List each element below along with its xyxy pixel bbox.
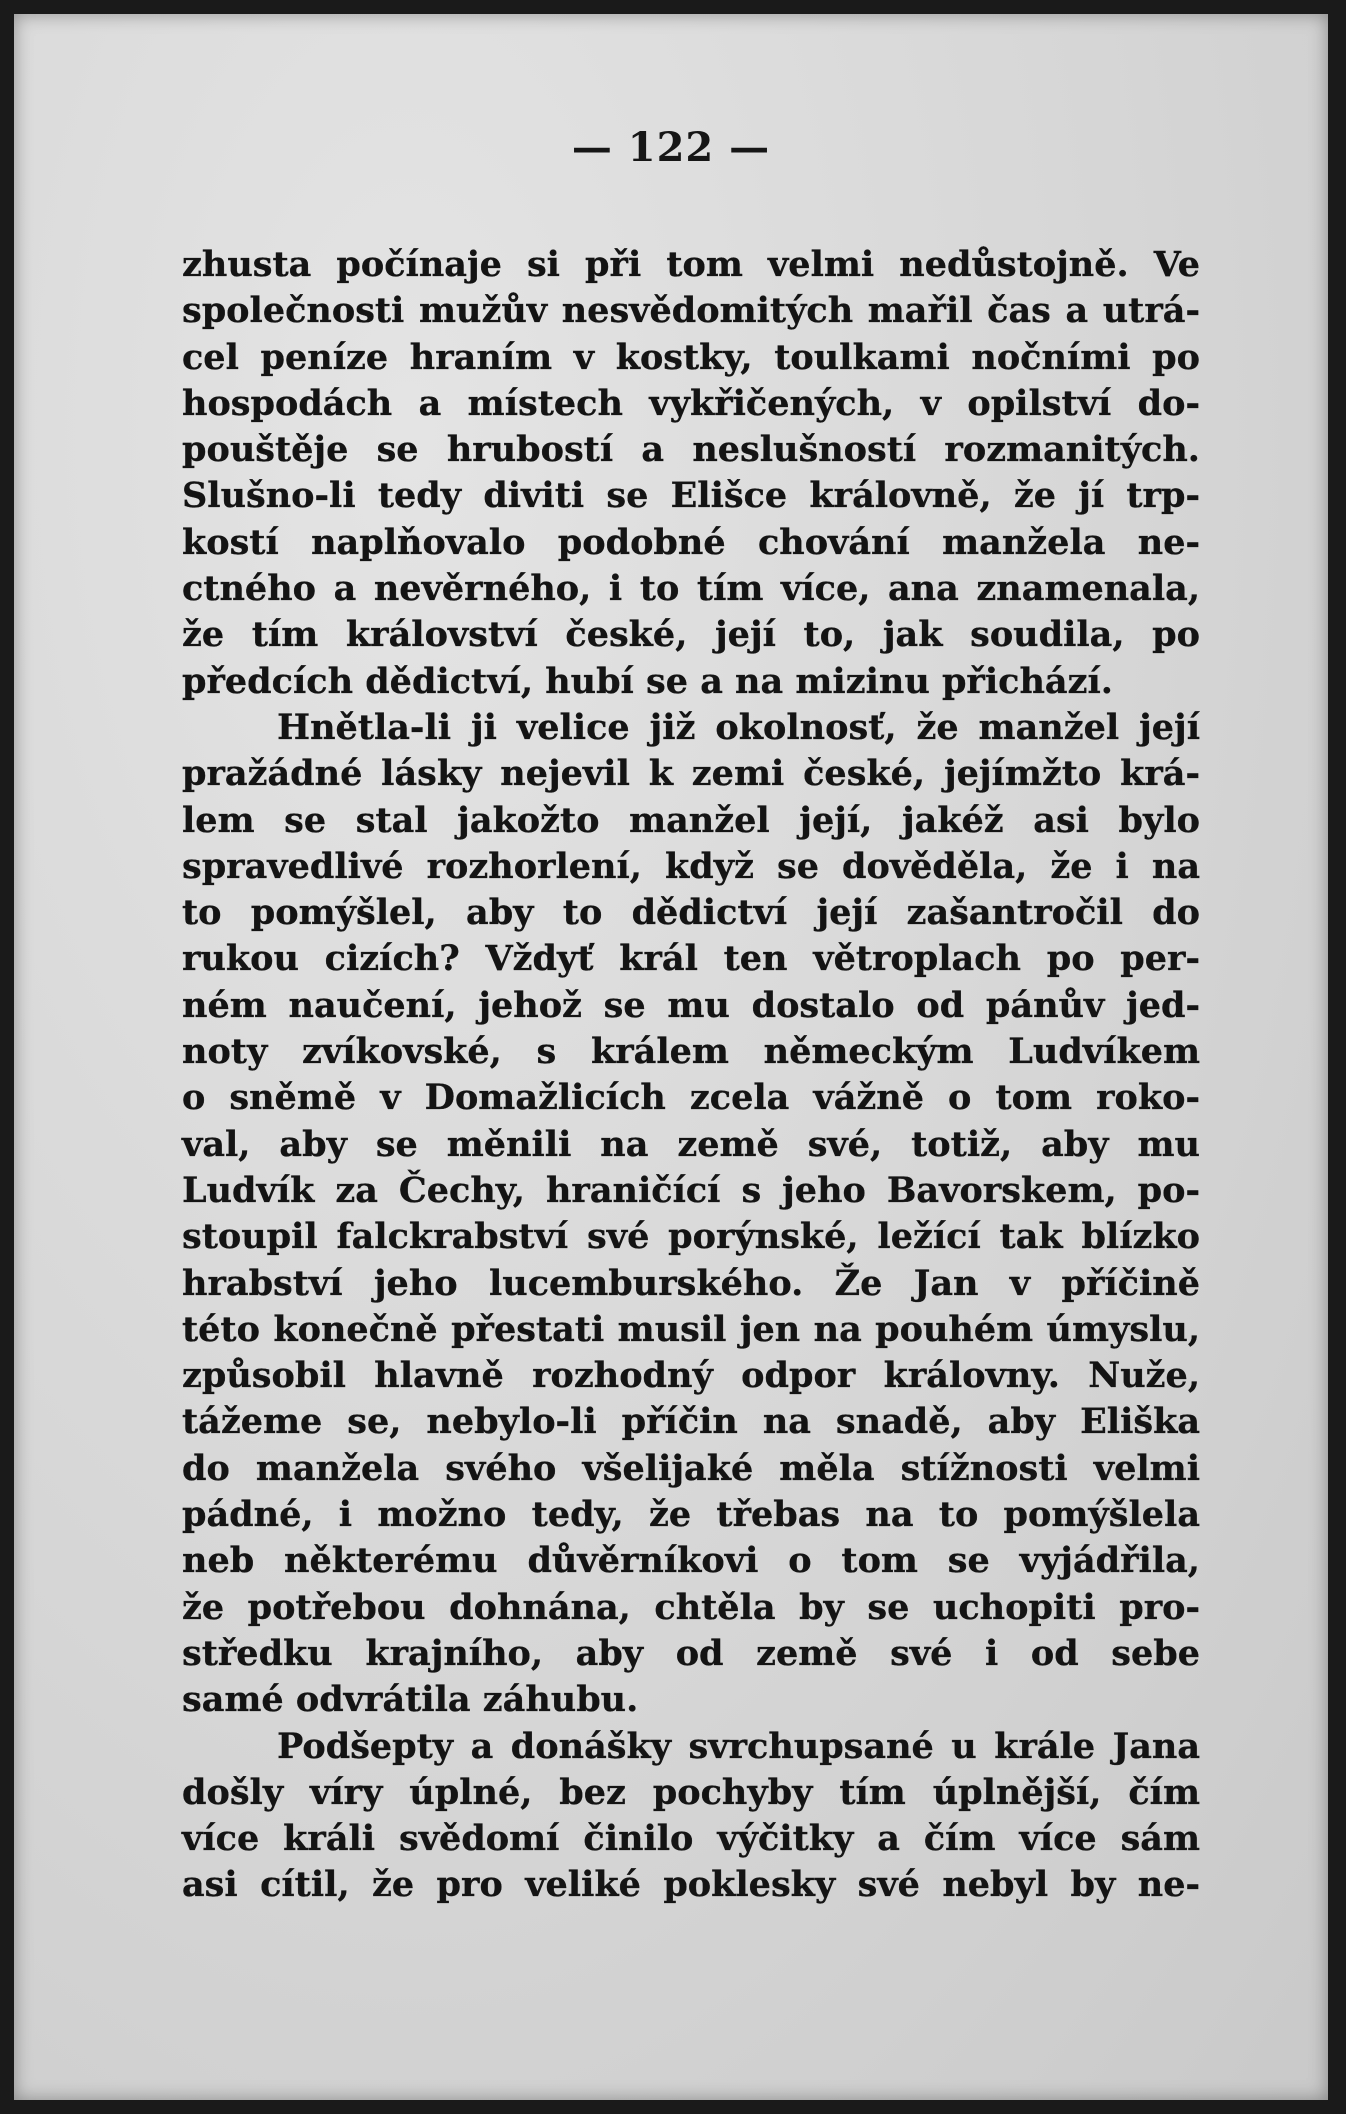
text-line: předcích dědictví, hubí se a na mizinu přichází. [182,660,1113,702]
text-line: to pomýšlel, aby to dědictví její zašantročil do [182,892,1200,934]
text-line: ctného a nevěrného, i to tím více, ana znamenala, [182,568,1200,610]
text-line: hospodách a místech vykřičených, v opilství do- [182,382,1200,424]
text-line: val, aby se měnili na země své, totiž, aby mu [182,1123,1200,1165]
text-line: lem se stal jakožto manžel její, jakéž asi bylo [182,799,1200,841]
body-text [182,242,1200,1909]
text-line: noty zvíkovské, s králem německým Ludvíkem [182,1031,1200,1073]
text-line: do manžela svého všelijaké měla stížnosti velmi [182,1447,1200,1489]
text-line: Slušno-li tedy diviti se Elišce královně, že jí trp- [182,475,1200,517]
text-line: hrabství jeho lucemburského. Že Jan v příčině [182,1262,1200,1304]
text-line: neb některému důvěrníkovi o tom se vyjádřila, [182,1540,1200,1582]
text-line: že tím království české, její to, jak soudila, po [182,614,1200,656]
text-line: cel peníze hraním v kostky, toulkami nočními po [182,336,1200,378]
book-page [14,14,1328,2100]
text-line: spravedlivé rozhorlení, když se dověděla, že i na [182,845,1200,887]
text-line: tážeme se, nebylo-li příčin na snadě, aby Eliška [182,1401,1200,1443]
text-line: ném naučení, jehož se mu dostalo od pánův jed- [182,984,1200,1026]
text-line: středku krajního, aby od země své i od sebe [182,1632,1200,1674]
text-line: kostí naplňovalo podobné chování manžela ne- [182,521,1200,563]
text-line: o sněmě v Domažlicích zcela vážně o tom roko- [182,1077,1200,1119]
text-line: stoupil falckrabství své porýnské, ležící tak blízko [182,1216,1200,1258]
text-line: společnosti mužův nesvědomitých mařil čas a utrá- [182,290,1200,332]
text-line: rukou cizích? Vždyť král ten větroplach po per- [182,938,1200,980]
text-line: Ludvík za Čechy, hraničící s jeho Bavorskem, po- [182,1169,1200,1211]
text-line: Hnětla-li ji velice již okolnosť, že manžel její [277,706,1200,748]
text-line: této konečně přestati musil jen na pouhém úmyslu, [182,1308,1200,1350]
text-line: zhusta počínaje si při tom velmi nedůstojně. Ve [182,244,1200,285]
text-line: více králi svědomí činilo výčitky a čím více sám [182,1818,1200,1860]
text-line: Podšepty a donášky svrchupsané u krále Jana [277,1725,1200,1767]
text-line: pouštěje se hrubostí a neslušností rozmanitých. [182,429,1200,471]
text-line: že potřebou dohnána, chtěla by se uchopiti pro- [182,1586,1200,1628]
text-line: pádné, i možno tedy, že třebas na to pomýšlela [182,1494,1200,1536]
text-line: pražádné lásky nejevil k zemi české, jejímžto krá- [182,753,1200,795]
text-line: došly víry úplné, bez pochyby tím úplnější, čím [182,1771,1200,1813]
page-number: — 122 — [571,124,771,171]
text-line: způsobil hlavně rozhodný odpor královny. Nuže, [182,1355,1200,1397]
text-line: asi cítil, že pro veliké poklesky své nebyl by ne- [182,1864,1200,1906]
text-line: samé odvrátila záhubu. [182,1679,639,1721]
